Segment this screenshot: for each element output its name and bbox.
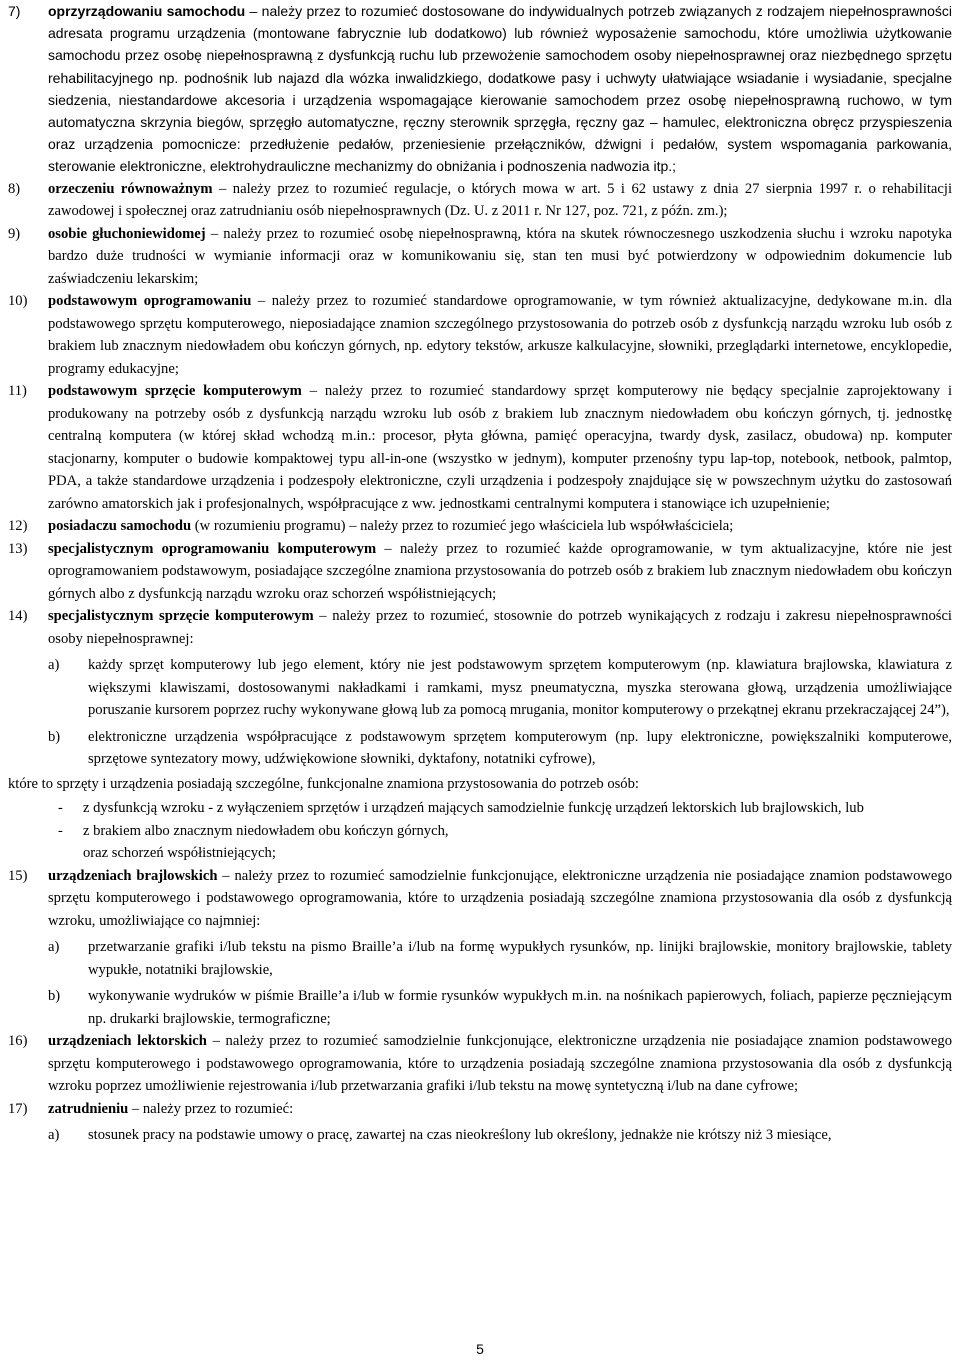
definition-text: – należy przez to rozumieć, stosownie do potrzeb wynikających z rodzaju i zakresu niepełnosprawności osoby niepełnosprawnej: bbox=[48, 608, 952, 647]
page-number: 5 bbox=[476, 1341, 484, 1357]
defined-term: specjalistycznym sprzęcie komputerowym bbox=[48, 608, 314, 625]
definition-text: – należy przez to rozumieć regulacje, o których mowa w art. 5 i 62 ustawy z dnia 27 sierpnia 1997 r. o rehabilitacji zawodowej i społecznej oraz zatrudnianiu osób niepełnosprawnych (Dz. U. z 2011 r. Nr 127, poz. 721, z późn. zm.); bbox=[48, 180, 952, 220]
dash-marker: - bbox=[58, 800, 63, 817]
definition-text: – należy przez to rozumieć osobę niepełnosprawną, która na skutek równoczesnego uszkodzenia słuchu i wzroku napotyka bardzo duże trudności w wymianie informacji oraz w komunikowaniu się, stan ten musi być potwierdzony w odpowiednim dokumencie lub zaświadczeniu lekarskim; bbox=[48, 225, 952, 287]
sub-letter: a) bbox=[48, 939, 60, 956]
definition-item-8 bbox=[8, 178, 952, 223]
sub-item-14b bbox=[48, 726, 952, 771]
item-number: 10) bbox=[8, 293, 28, 310]
defined-term: urządzeniach lektorskich bbox=[48, 1033, 207, 1050]
item-number: 9) bbox=[8, 225, 21, 242]
defined-term: podstawowym sprzęcie komputerowym bbox=[48, 383, 302, 400]
dash-text: z brakiem albo znacznym niedowładem obu kończyn górnych, bbox=[83, 822, 449, 839]
sub-text: każdy sprzęt komputerowy lub jego element, który nie jest podstawowym sprzętem komputerowym (np. klawiatura brajlowska, klawiatura z większymi klawiszami, dostosowanymi nakładkami i ramkami, mysz pneumatyczna, myszka sterowana głową, urządzenia umożliwiające poruszanie kursorem poprzez ruchy wykonywane głową lub za pomocą mrugania, monitor komputerowy o przekątnej ekranu przekraczającej 24”), bbox=[88, 657, 952, 719]
sub-letter: b) bbox=[48, 728, 61, 745]
defined-term: oprzyrządowaniu samochodu bbox=[48, 3, 246, 19]
definition-text: – należy przez to rozumieć samodzielnie funkcjonujące, elektroniczne urządzenia nie posiadające znamion podstawowego sprzętu komputerowego i podstawowego oprogramowania, które to urządzenia posiadają szczególne znamiona przystosowania dla osób z dysfunkcją wzroku, umożliwiające co najmniej: bbox=[48, 867, 953, 929]
dash-item bbox=[58, 797, 952, 820]
sub-item-15a bbox=[48, 936, 952, 981]
sub-letter: a) bbox=[48, 1127, 60, 1144]
defined-term: urządzeniach brajlowskich bbox=[48, 867, 218, 884]
definition-item-9 bbox=[8, 223, 952, 291]
defined-term: specjalistycznym oprogramowaniu komputerowym bbox=[48, 540, 377, 557]
definition-item-16 bbox=[8, 1030, 952, 1098]
item-number: 14) bbox=[8, 608, 28, 625]
definition-item-14 bbox=[8, 605, 952, 650]
sub-text: stosunek pracy na podstawie umowy o pracę, zawartej na czas nieokreślony lub określony, jednakże nie krótszy niż 3 miesiące, bbox=[88, 1127, 832, 1144]
defined-term: posiadaczu samochodu bbox=[48, 518, 192, 535]
item-number: 11) bbox=[8, 383, 27, 400]
item-number: 7) bbox=[8, 3, 21, 19]
defined-term: zatrudnieniu bbox=[48, 1100, 129, 1117]
definition-text: (w rozumieniu programu) – należy przez to rozumieć jego właściciela lub współwłaściciela; bbox=[191, 518, 734, 535]
item-number: 12) bbox=[8, 518, 28, 535]
item-number: 8) bbox=[8, 180, 21, 197]
definitions-list bbox=[8, 0, 952, 1147]
definition-item-11 bbox=[8, 380, 952, 515]
dash-text: oraz schorzeń współistniejących; bbox=[83, 845, 276, 862]
item-number: 13) bbox=[8, 540, 28, 557]
definition-item-12 bbox=[8, 515, 952, 538]
sub-text: wykonywanie wydruków w piśmie Braille’a i/lub w formie rysunków wypukłych m.in. na nośnikach papierowych, foliach, papierze pęczniejącym np. drukarki brajlowskie, termograficzne; bbox=[88, 988, 952, 1027]
dash-marker bbox=[58, 842, 83, 865]
definition-item-7 bbox=[8, 0, 952, 178]
sub-text: przetwarzanie grafiki i/lub tekstu na pismo Braille’a i/lub na formę wypukłych rysunków, np. linijki brajlowskie, monitory brajlowskie, tablety wypukłe, notatniki brajlowskie, bbox=[88, 939, 952, 978]
defined-term: osobie głuchoniewidomej bbox=[48, 225, 206, 242]
item-number: 15) bbox=[8, 867, 28, 884]
sub-item-14a bbox=[48, 654, 952, 722]
dash-text: z dysfunkcją wzroku - z wyłączeniem sprzętów i urządzeń mających samodzielnie funkcję urządzeń lektorskich lub brajlowskich, lub bbox=[83, 800, 864, 817]
dash-marker: - bbox=[58, 822, 63, 839]
item-14-continuation: które to sprzęty i urządzenia posiadają szczególne, funkcjonalne znamiona przystosowania do potrzeb osób: bbox=[8, 775, 639, 792]
dash-item bbox=[58, 842, 952, 865]
definition-text: – należy przez to rozumieć: bbox=[128, 1100, 294, 1117]
sub-letter: b) bbox=[48, 988, 61, 1005]
definition-text: – należy przez to rozumieć samodzielnie funkcjonujące, elektroniczne urządzenia nie posiadające znamion podstawowego sprzętu komputerowego i podstawowego oprogramowania, które to urządzenia posiadają szczególne znamiona przystosowania dla osób z dysfunkcją wzroku poprzez umożliwienie rejestrowania i/lub przetwarzania grafiki i/lub tekstu na mowę syntetyczną i/lub na dane cyfrowe; bbox=[48, 1033, 952, 1095]
definition-text: – należy przez to rozumieć standardowy sprzęt komputerowy nie będący specjalnie zaprojektowany i produkowany na potrzeby osób z dysfunkcją narządu wzroku lub osób z brakiem lub znacznym niedowładem obu kończyn górnych, tj. jednostkę centralną komputera (w której skład wchodzą m.in.: procesor, płyta główna, pamięć operacyjna, twardy dysk, zasilacz, obudowa) np. komputer stacjonarny, komputer o budowie kompaktowej typu all-in-one (wszystko w jednym), komputer przenośny typu lap-top, notebook, netbook, palmtop, PDA, a także standardowe urządzenia i podzespoły elektroniczne, czyli urządzenia i podzespoły znajdujące się w powszechnym użytku do zastosowań zarówno amatorskich jak i profesjonalnych, współpracujące z ww. jednostkami centralnymi komputera i stanowiące ich uzupełnienie; bbox=[48, 383, 952, 512]
definition-item-13 bbox=[8, 538, 952, 606]
definition-text: – należy przez to rozumieć każde oprogramowanie, w tym aktualizacyjne, które nie jest oprogramowaniem podstawowym, posiadające szczególne znamiona przystosowania do potrzeb osób z brakiem lub znacznym niedowładem obu kończyn górnych albo z dysfunkcją narządu wzroku oraz schorzeń współistniejących; bbox=[48, 540, 952, 602]
definition-item-10 bbox=[8, 290, 952, 380]
item-number: 17) bbox=[8, 1100, 28, 1117]
sub-item-17a bbox=[48, 1124, 952, 1147]
definition-item-17 bbox=[8, 1098, 952, 1121]
item-number: 16) bbox=[8, 1033, 28, 1050]
sub-item-15b bbox=[48, 985, 952, 1030]
sub-letter: a) bbox=[48, 657, 60, 674]
dash-item bbox=[58, 820, 952, 843]
sub-text: elektroniczne urządzenia współpracujące z podstawowym sprzętem komputerowym (np. lupy elektroniczne, powiększalniki komputerowe, sprzętowe syntezatory mowy, udźwiękowione słowniki, dyktafony, notatniki cyfrowe), bbox=[88, 728, 952, 768]
defined-term: podstawowym oprogramowaniu bbox=[48, 293, 252, 310]
definition-text: – należy przez to rozumieć dostosowane do indywidualnych potrzeb związanych z rodzajem niepełnosprawności adresata programu urządzenia (montowane fabrycznie lub dodatkowo) lub również wyposażenie samochodu, które umożliwia użytkowanie samochodu przez osobę niepełnosprawną z dysfunkcją ruchu lub przewożenie samochodem osoby niepełnosprawnej oraz niezbędnego sprzętu rehabilitacyjnego np. podnośnik lub najazd dla wózka inwalidzkiego, dodatkowe pasy i uchwyty ułatwiające wsiadanie i wysiadanie, specjalne siedzenia, niestandardowe akcesoria i urządzenia wspomagające kierowanie samochodem przez osobę niepełnosprawną ruchowo, w tym automatyczna skrzynia biegów, sprzęgło automatyczne, ręczny sterownik sprzęgła, ręczny gaz – hamulec, elektroniczna obręcz przyspieszenia oraz urządzenia pomocnicze: przedłużenie pedałów, przeniesienie przełączników, dźwigni i pedałów, system wspomagania parkowania, sterowanie elektroniczne, elektrohydrauliczne mechanizmy do obniżania i podnoszenia nadwozia itp.; bbox=[48, 3, 952, 175]
defined-term: orzeczeniu równoważnym bbox=[48, 180, 213, 197]
definition-text: – należy przez to rozumieć standardowe oprogramowanie, w tym również aktualizacyjne, dedykowane m.in. dla podstawowego sprzętu komputerowego, nieposiadające znamion szczególnego przystosowania do potrzeb osób z dysfunkcją narządu wzroku lub osób z brakiem lub znacznym niedowładem obu kończyn górnych, np. edytory tekstów, arkusze kalkulacyjne, słowniki, przeglądarki internetowe, encyklopedie, programy edukacyjne; bbox=[48, 293, 952, 377]
definition-item-15 bbox=[8, 865, 952, 933]
